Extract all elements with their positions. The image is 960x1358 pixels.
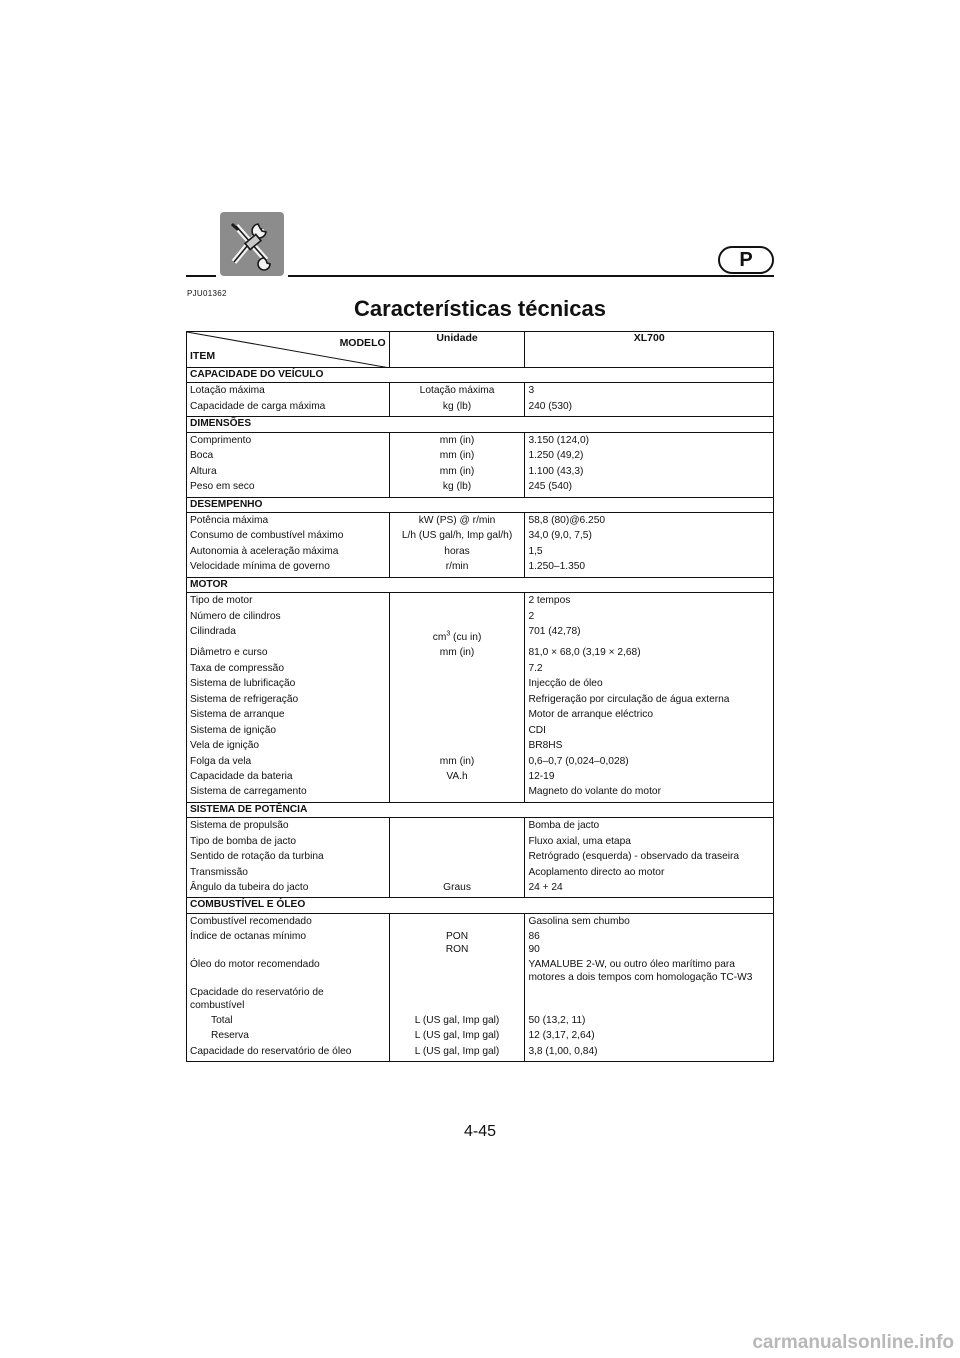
header-unit-label: Unidade — [389, 332, 525, 368]
value-label: 245 (540) — [528, 481, 573, 493]
value-cell — [525, 738, 774, 753]
value-cell — [525, 784, 774, 802]
value-label: 1,5 — [528, 545, 543, 557]
value-cell — [525, 676, 774, 691]
value-label: 701 (42,78) — [528, 626, 581, 637]
unit-cell — [389, 957, 525, 985]
item-label: Consumo de combustível máximo — [190, 530, 344, 542]
value-cell — [525, 849, 774, 864]
item-label: Comprimento — [190, 434, 252, 446]
item-label: Óleo do motor recomendado — [190, 959, 320, 971]
value-cell — [525, 609, 774, 624]
value-cell — [525, 723, 774, 738]
item-label: Sistema de carregamento — [190, 786, 307, 798]
value-cell — [525, 913, 774, 929]
value-label: Retrógrado (esquerda) - observado da traseira — [528, 851, 740, 863]
item-cell — [187, 448, 390, 463]
item-label: Sentido de rotação da turbina — [190, 851, 324, 863]
section-title: DIMENSÕES — [187, 417, 774, 432]
table-row — [187, 544, 774, 559]
section-row — [187, 417, 774, 432]
page-title: Características técnicas — [354, 296, 606, 321]
item-cell — [187, 1013, 390, 1028]
table-row — [187, 1028, 774, 1043]
value-label: 24 + 24 — [528, 882, 563, 893]
item-cell — [187, 754, 390, 769]
header-rule-left — [186, 275, 216, 277]
unit-cell — [389, 880, 525, 898]
section-row — [187, 577, 774, 592]
table-row — [187, 479, 774, 497]
unit-label: r/min — [445, 561, 469, 573]
value-label: 12-19 — [528, 770, 555, 782]
value-cell — [525, 448, 774, 463]
unit-cell — [389, 448, 525, 463]
item-cell — [187, 645, 390, 660]
unit-label: L (US gal, Imp gal) — [414, 1045, 500, 1057]
value-label: 3 — [528, 385, 535, 397]
item-cell — [187, 593, 390, 609]
value-cell — [525, 957, 774, 985]
value-cell — [525, 464, 774, 479]
value-cell — [525, 865, 774, 880]
table-row — [187, 784, 774, 802]
value-cell — [525, 985, 774, 1013]
unit-cell — [389, 1013, 525, 1028]
item-label: Transmissão — [190, 866, 248, 878]
item-cell — [187, 559, 390, 577]
unit-cell — [389, 464, 525, 479]
item-label: Número de cilindros — [190, 610, 281, 622]
value-label: Fluxo axial, uma etapa — [528, 835, 631, 847]
item-label: Capacidade de carga máxima — [190, 400, 326, 412]
item-label: Sistema de arranque — [190, 709, 285, 721]
item-label-line2: combustível — [190, 999, 245, 1011]
table-row — [187, 818, 774, 834]
value-label: Magneto do volante do motor — [528, 786, 661, 798]
section-title: CAPACIDADE DO VEÍCULO — [187, 368, 774, 383]
section-title: SISTEMA DE POTÊNCIA — [187, 802, 774, 817]
item-cell — [187, 723, 390, 738]
value-cell — [525, 624, 774, 645]
unit-cell — [389, 399, 525, 417]
item-label: Lotação máxima — [190, 385, 265, 397]
unit-label: L (US gal, Imp gal) — [414, 1014, 500, 1026]
item-label: Ângulo da tubeira do jacto — [190, 882, 309, 893]
unit-cell — [389, 645, 525, 660]
value-cell — [525, 1028, 774, 1043]
table-row — [187, 865, 774, 880]
item-cell — [187, 479, 390, 497]
item-label: Cilindrada — [190, 626, 236, 637]
value-label-line2: 90 — [528, 943, 540, 955]
value-label: Motor de arranque eléctrico — [528, 709, 654, 721]
item-cell — [187, 544, 390, 559]
item-label: Combustível recomendado — [190, 915, 312, 927]
item-cell — [187, 383, 390, 399]
unit-cell — [389, 754, 525, 769]
value-label: Injecção de óleo — [528, 678, 603, 690]
value-label: 0,6–0,7 (0,024–0,028) — [528, 755, 629, 767]
item-cell — [187, 432, 390, 448]
unit-label: mm (in) — [439, 647, 475, 659]
value-cell — [525, 645, 774, 660]
value-cell — [525, 559, 774, 577]
unit-label: Graus — [443, 882, 471, 893]
unit-label: mm (in) — [439, 755, 475, 767]
item-cell — [187, 913, 390, 929]
unit-cell — [389, 769, 525, 784]
value-cell — [525, 383, 774, 399]
item-cell — [187, 985, 390, 1013]
table-row — [187, 609, 774, 624]
value-cell — [525, 754, 774, 769]
table-row — [187, 913, 774, 929]
item-cell — [187, 661, 390, 676]
table-row — [187, 769, 774, 784]
value-label: 81,0 × 68,0 (3,19 × 2,68) — [528, 647, 641, 659]
table-row — [187, 399, 774, 417]
table-header-row — [187, 332, 774, 368]
page-number: 4-45 — [463, 1123, 497, 1140]
item-cell — [187, 769, 390, 784]
value-cell — [525, 661, 774, 676]
item-label: Velocidade mínima de governo — [190, 561, 330, 573]
table-row — [187, 707, 774, 722]
item-cell — [187, 849, 390, 864]
unit-cell — [389, 559, 525, 577]
value-label: 1.250 (49,2) — [528, 450, 584, 462]
unit-cell — [389, 692, 525, 707]
item-label: Sistema de propulsão — [190, 820, 289, 832]
item-cell — [187, 609, 390, 624]
unit-label: L (US gal, Imp gal) — [414, 1030, 500, 1042]
unit-cell — [389, 512, 525, 528]
value-cell — [525, 512, 774, 528]
item-label: Autonomia à aceleração máxima — [190, 545, 339, 557]
item-label: Índice de octanas mínimo — [190, 931, 307, 943]
header-model-value: XL700 — [525, 332, 774, 368]
table-row — [187, 624, 774, 645]
table-row — [187, 880, 774, 898]
unit-label: L/h (US gal/h, Imp gal/h) — [401, 530, 513, 542]
header-rule-right — [288, 275, 774, 277]
value-label: 1.100 (43,3) — [528, 465, 584, 477]
item-cell — [187, 624, 390, 645]
header-model-label: MODELO — [339, 337, 386, 349]
unit-cell — [389, 723, 525, 738]
value-label: 86 — [528, 931, 540, 943]
value-cell — [525, 528, 774, 543]
table-row — [187, 723, 774, 738]
spec-table — [186, 331, 774, 1062]
value-cell — [525, 399, 774, 417]
unit-cell — [389, 707, 525, 722]
unit-label: kg (lb) — [442, 400, 472, 412]
table-row — [187, 528, 774, 543]
unit-base: cm — [432, 632, 447, 643]
value-cell — [525, 929, 774, 957]
unit-cell — [389, 1044, 525, 1062]
item-label: Vela de ignição — [190, 740, 260, 752]
unit-cell — [389, 1028, 525, 1043]
value-label: Bomba de jacto — [528, 820, 600, 832]
item-label: Sistema de refrigeração — [190, 693, 299, 705]
table-row — [187, 1044, 774, 1062]
unit-label: PON — [446, 931, 469, 943]
table-row — [187, 593, 774, 609]
unit-cell — [389, 593, 525, 609]
item-cell — [187, 692, 390, 707]
value-cell — [525, 1044, 774, 1062]
unit-cell — [389, 661, 525, 676]
item-label: Reserva — [211, 1030, 249, 1042]
table-row — [187, 559, 774, 577]
unit-label: kg (lb) — [442, 481, 472, 493]
unit-label: VA.h — [446, 770, 468, 782]
unit-label-line2: RON — [445, 943, 469, 955]
spec-table-body — [187, 368, 774, 1062]
item-cell — [187, 1028, 390, 1043]
unit-cell — [389, 544, 525, 559]
value-label: Acoplamento directo ao motor — [528, 866, 665, 878]
value-label: 2 — [528, 610, 535, 622]
language-badge: P — [718, 246, 774, 274]
item-cell — [187, 865, 390, 880]
value-label: 50 (13,2, 11) — [528, 1014, 586, 1026]
section-title: DESEMPENHO — [187, 497, 774, 512]
item-cell — [187, 464, 390, 479]
unit-cell — [389, 818, 525, 834]
item-label: Sistema de lubrificação — [190, 678, 296, 690]
item-label: Tipo de bomba de jacto — [190, 835, 297, 847]
value-label-line2: motores a dois tempos com homologação TC-W3 — [528, 971, 753, 983]
value-cell — [525, 593, 774, 609]
header-item-label: ITEM — [190, 350, 216, 363]
unit-cell — [389, 834, 525, 849]
value-cell — [525, 1013, 774, 1028]
value-label: 1.250–1.350 — [528, 561, 586, 573]
unit-superscript: 3 — [446, 630, 451, 638]
item-cell — [187, 818, 390, 834]
table-row — [187, 849, 774, 864]
value-label: YAMALUBE 2-W, ou outro óleo marítimo para — [528, 959, 735, 971]
unit-cell — [389, 865, 525, 880]
unit-cell — [389, 913, 525, 929]
item-cell — [187, 707, 390, 722]
item-label: Tipo de motor — [190, 595, 253, 607]
item-label: Boca — [190, 450, 214, 462]
value-label: 2 tempos — [528, 595, 571, 607]
item-cell — [187, 880, 390, 898]
unit-rest: (cu in) — [450, 632, 482, 643]
value-label: 3,8 (1,00, 0,84) — [528, 1045, 598, 1057]
item-label: Potência máxima — [190, 514, 269, 526]
item-cell — [187, 738, 390, 753]
item-label: Folga da vela — [190, 755, 252, 767]
item-label: Capacidade do reservatório de óleo — [190, 1045, 352, 1057]
value-label: 240 (530) — [528, 400, 573, 412]
item-label: Sistema de ignição — [190, 724, 277, 736]
value-label: 58,8 (80)@6.250 — [528, 514, 606, 526]
unit-cell — [389, 432, 525, 448]
unit-cell — [389, 676, 525, 691]
table-row — [187, 1013, 774, 1028]
item-label: Total — [211, 1014, 233, 1026]
table-row — [187, 512, 774, 528]
watermark: carmanualsonline.info — [752, 1332, 954, 1353]
value-label: 34,0 (9,0, 7,5) — [528, 530, 592, 542]
unit-label: Lotação máxima — [419, 385, 495, 397]
item-label: Peso em seco — [190, 481, 255, 493]
item-cell — [187, 528, 390, 543]
unit-label: mm (in) — [439, 465, 475, 477]
section-title: COMBUSTÍVEL E ÓLEO — [187, 898, 774, 913]
unit-cell — [389, 383, 525, 399]
value-label: Gasolina sem chumbo — [528, 915, 630, 927]
item-cell — [187, 512, 390, 528]
item-cell — [187, 676, 390, 691]
unit-cell — [389, 929, 525, 957]
table-row — [187, 432, 774, 448]
item-cell — [187, 929, 390, 957]
unit-label: mm (in) — [439, 450, 475, 462]
table-row — [187, 692, 774, 707]
value-label: BR8HS — [528, 740, 563, 752]
value-label: Refrigeração por circulação de água externa — [528, 693, 730, 705]
value-label: 3.150 (124,0) — [528, 434, 590, 446]
table-row — [187, 448, 774, 463]
unit-cell — [389, 609, 525, 624]
item-label: Cpacidade do reservatório de — [190, 987, 324, 999]
unit-cell — [389, 784, 525, 802]
value-cell — [525, 769, 774, 784]
value-label: 7.2 — [528, 662, 543, 674]
section-row — [187, 497, 774, 512]
value-cell — [525, 818, 774, 834]
unit-cell — [389, 624, 525, 645]
value-cell — [525, 707, 774, 722]
section-row — [187, 802, 774, 817]
table-row — [187, 464, 774, 479]
unit-label: mm (in) — [439, 434, 475, 446]
table-row — [187, 985, 774, 1013]
value-cell — [525, 544, 774, 559]
unit-cell — [389, 985, 525, 1013]
table-row — [187, 834, 774, 849]
item-label: Diâmetro e curso — [190, 647, 268, 659]
value-cell — [525, 432, 774, 448]
unit-label: kW (PS) @ r/min — [418, 514, 496, 526]
value-label: CDI — [528, 724, 546, 736]
table-row — [187, 676, 774, 691]
unit-cell — [389, 849, 525, 864]
item-label: Capacidade da bateria — [190, 770, 293, 782]
section-row — [187, 368, 774, 383]
unit-cell — [389, 738, 525, 753]
table-row — [187, 929, 774, 957]
value-cell — [525, 479, 774, 497]
item-cell — [187, 1044, 390, 1062]
item-cell — [187, 834, 390, 849]
document-code: PJU01362 — [187, 289, 227, 298]
table-row — [187, 738, 774, 753]
table-row — [187, 383, 774, 399]
value-cell — [525, 692, 774, 707]
header-model-item-cell — [187, 332, 390, 368]
unit-label: horas — [444, 545, 470, 557]
item-label: Taxa de compressão — [190, 662, 284, 674]
section-row — [187, 898, 774, 913]
tools-icon — [220, 212, 284, 276]
unit-cell — [389, 528, 525, 543]
item-label: Altura — [190, 465, 217, 477]
item-cell — [187, 399, 390, 417]
value-cell — [525, 834, 774, 849]
table-row — [187, 661, 774, 676]
table-row — [187, 957, 774, 985]
item-cell — [187, 957, 390, 985]
unit-cell — [389, 479, 525, 497]
table-row — [187, 645, 774, 660]
section-title: MOTOR — [187, 577, 774, 592]
value-label: 12 (3,17, 2,64) — [528, 1030, 595, 1042]
table-row — [187, 754, 774, 769]
item-cell — [187, 784, 390, 802]
value-cell — [525, 880, 774, 898]
